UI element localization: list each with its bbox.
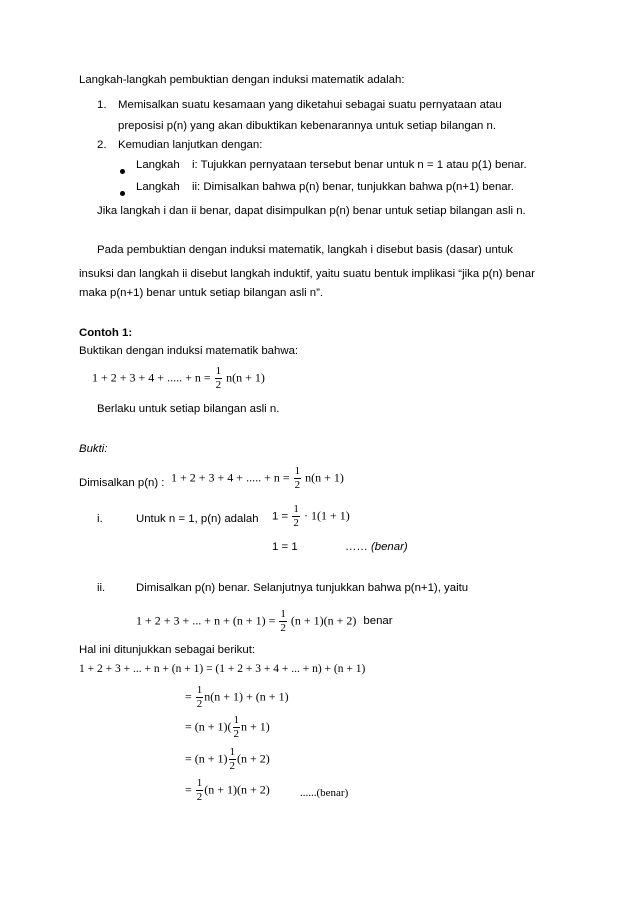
step-2-text: Kemudian lanjutkan dengan: (118, 139, 263, 151)
line-4-eq: = (n + 1) (185, 751, 228, 766)
line-2-eq: = (185, 689, 192, 704)
suppose-fraction: $\frac{1}{2}$ (294, 465, 301, 491)
step-2-number: 2. (97, 139, 107, 151)
line-2-rest: n(n + 1) + (n + 1) (204, 689, 289, 704)
bullet-2-dot (120, 187, 125, 199)
line-4-rest: (n + 2) (237, 751, 270, 766)
bullet-1-dot (120, 165, 125, 177)
bullet-1-label: Langkah (136, 159, 180, 171)
paragraph-line-2: insuksi dan langkah ii disebut langkah induktif, yaitu suatu bentuk implikasi “jika p(n) benar (79, 268, 535, 280)
step-i-benar: (benar) (370, 541, 408, 553)
example-formula (92, 366, 265, 391)
derivation-line-2 (185, 685, 289, 710)
step-i-fraction: $\frac{1}{2}$ (293, 503, 299, 529)
line-3-rest: n + 1) (241, 719, 270, 734)
step-i-dots: …… (345, 541, 368, 553)
step-i-number: i. (97, 513, 103, 525)
step-i-eq-rhs: · 1(1 + 1) (304, 508, 350, 523)
line-2-fraction: $\frac{1}{2}$ (196, 684, 203, 710)
suppose-rhs: n(n + 1) (305, 470, 344, 485)
step-i-equation (272, 504, 350, 529)
step-i-text: Untuk n = 1, p(n) adalah (136, 513, 259, 525)
step-ii-text: Dimisalkan p(n) benar. Selanjutnya tunjukkan bahwa p(n+1), yaitu (136, 582, 469, 594)
derivation-line-1: 1 + 2 + 3 + ... + n + (n + 1) = (1 + 2 + 3 + 4 + ... + n) + (n + 1) (79, 663, 366, 675)
line-5-rest: (n + 1)(n + 2) (204, 782, 270, 797)
suppose-lhs: 1 + 2 + 3 + 4 + ..... + n = (171, 470, 290, 485)
line-4-fraction: $\frac{1}{2}$ (229, 746, 236, 772)
suppose-label: Dimisalkan p(n) : (79, 477, 165, 489)
paragraph-line-3: maka p(n+1) benar untuk setiap bilangan asli n”. (79, 287, 324, 299)
bullet-1-text: i: Tujukkan pernyataan tersebut benar untuk n = 1 atau p(1) benar. (192, 159, 527, 171)
derivation-line-4 (185, 747, 270, 772)
line-5-fraction: $\frac{1}{2}$ (196, 777, 203, 803)
formula-lhs: 1 + 2 + 3 + 4 + ..... + n = (92, 370, 211, 385)
example-title: Contoh 1: (79, 327, 133, 339)
line-3-eq: = (n + 1)( (185, 719, 232, 734)
line-3-fraction: $\frac{1}{2}$ (233, 714, 240, 740)
step-1-line-1: Memisalkan suatu kesamaan yang diketahui sebagai suatu pernyataan atau (118, 99, 502, 111)
formula-rhs: n(n + 1) (226, 370, 265, 385)
step-ii-number: ii. (97, 582, 106, 594)
suppose-formula (171, 466, 344, 491)
bullet-2-label: Langkah (136, 181, 180, 193)
line-5-eq: = (185, 782, 192, 797)
derivation-line-3 (185, 715, 270, 740)
paragraph-line-1: Pada pembuktian dengan induksi matematik, langkah i disebut basis (dasar) untuk (97, 244, 514, 256)
step-ii-fraction: $\frac{1}{2}$ (280, 608, 286, 634)
proof-title: Bukti: (79, 443, 108, 455)
intro-heading: Langkah-langkah pembuktian dengan induksi matematik adalah: (79, 74, 405, 86)
step-ii-lhs: 1 + 2 + 3 + ... + n + (n + 1) = (136, 613, 276, 628)
step-ii-benar: benar (363, 615, 393, 628)
step-1-line-2: preposisi p(n) yang akan dibuktikan kebenarannya untuk setiap bilangan n. (118, 120, 497, 132)
derivation-line-5 (185, 778, 270, 803)
example-applies: Berlaku untuk setiap bilangan asli n. (97, 403, 280, 415)
step-i-eq-lhs: 1 = (272, 510, 289, 523)
intro-conclusion: Jika langkah i dan ii benar, dapat disimpulkan p(n) benar untuk setiap bilangan asli n. (97, 205, 526, 217)
line-5-benar: ......(benar) (300, 787, 349, 799)
formula-fraction: $\frac{1}{2}$ (215, 365, 222, 391)
bullet-2-text: ii: Dimisalkan bahwa p(n) benar, tunjukkan bahwa p(n+1) benar. (192, 181, 514, 193)
shown-text: Hal ini ditunjukkan sebagai berikut: (79, 644, 256, 656)
step-i-result: 1 = 1 (272, 541, 298, 553)
step-i-verdict (345, 541, 408, 553)
step-ii-equation (136, 609, 393, 634)
step-1-number: 1. (97, 99, 107, 111)
step-ii-rhs: (n + 1)(n + 2) (290, 613, 357, 628)
example-prompt: Buktikan dengan induksi matematik bahwa: (79, 345, 299, 357)
